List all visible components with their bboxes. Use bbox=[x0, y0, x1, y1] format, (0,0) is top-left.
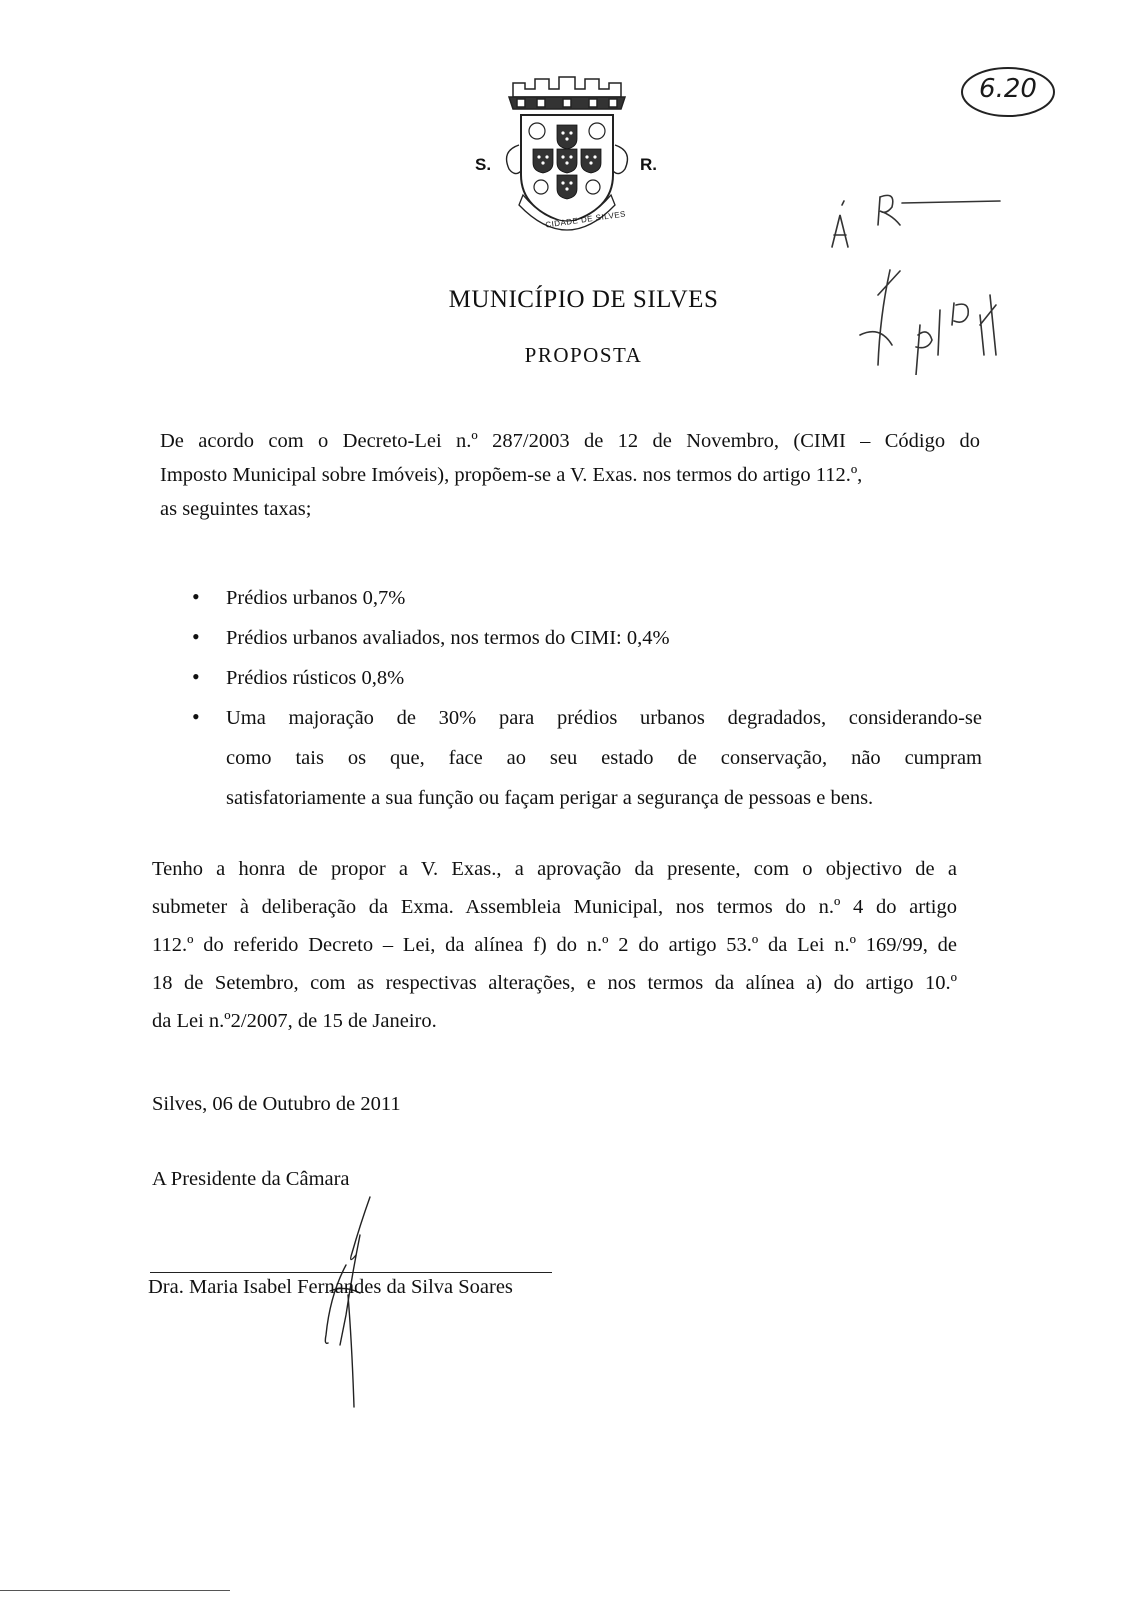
page-number-text: 6.20 bbox=[979, 74, 1037, 104]
list-item bbox=[192, 618, 982, 658]
list-item bbox=[192, 578, 982, 618]
list-item-text: satisfatoriamente a sua função ou façam perigar a segurança de pessoas e bens. bbox=[226, 787, 874, 809]
rates-list bbox=[192, 578, 982, 818]
crest-left-letter: S. bbox=[475, 155, 492, 174]
list-item-text: • Prédios rústicos 0,8% bbox=[226, 667, 405, 689]
signature bbox=[300, 1195, 390, 1415]
proposal-line: Tenho a honra de propor a V. Exas., a aprovação da presente, com o objectivo de a bbox=[152, 858, 957, 880]
list-item bbox=[192, 658, 982, 698]
document-type: PROPOSTA bbox=[524, 343, 643, 367]
coat-of-arms bbox=[475, 75, 685, 245]
list-item-text: • Uma majoração de 30% para prédios urbanos degradados, considerando-se bbox=[226, 707, 982, 729]
signature-icon bbox=[300, 1195, 390, 1415]
signer-name: Dra. Maria Isabel Fernandes da Silva Soares bbox=[148, 1276, 513, 1298]
intro-paragraph bbox=[160, 424, 980, 526]
list-item-text: • Prédios urbanos avaliados, nos termos do CIMI: 0,4% bbox=[226, 627, 670, 649]
proposal-line: 112.º do referido Decreto – Lei, da alínea f) do n.º 2 do artigo 53.º da Lei n.º 169/99, de bbox=[152, 934, 957, 956]
intro-line: Imposto Municipal sobre Imóveis), propõem-se a V. Exas. nos termos do artigo 112.º, bbox=[160, 464, 863, 486]
proposal-line: submeter à deliberação da Exma. Assembleia Municipal, nos termos do n.º 4 do artigo bbox=[152, 896, 957, 918]
list-item bbox=[192, 698, 982, 818]
proposal-paragraph bbox=[152, 850, 957, 1040]
list-item-text: como tais os que, face ao seu estado de conservação, não cumpram bbox=[226, 747, 982, 769]
page-title: MUNICÍPIO DE SILVES bbox=[448, 286, 719, 313]
signature-line bbox=[150, 1272, 552, 1273]
place-date: Silves, 06 de Outubro de 2011 bbox=[152, 1093, 401, 1115]
crest-ribbon-text: CIDADE DE SILVES bbox=[544, 209, 627, 230]
page-number-mark bbox=[958, 62, 1058, 122]
proposal-line: 18 de Setembro, com as respectivas alterações, e nos termos da alínea a) do artigo 10.º bbox=[152, 972, 957, 994]
intro-line: De acordo com o Decreto-Lei n.º 287/2003 de 12 de Novembro, (CIMI – Código do bbox=[160, 430, 980, 452]
signer-role: A Presidente da Câmara bbox=[152, 1168, 350, 1190]
crest-right-letter: R. bbox=[640, 155, 657, 174]
intro-line: as seguintes taxas; bbox=[160, 498, 312, 520]
list-item-text: • Prédios urbanos 0,7% bbox=[226, 587, 406, 609]
footer-rule bbox=[0, 1590, 230, 1591]
proposal-line: da Lei n.º2/2007, de 15 de Janeiro. bbox=[152, 1010, 437, 1032]
